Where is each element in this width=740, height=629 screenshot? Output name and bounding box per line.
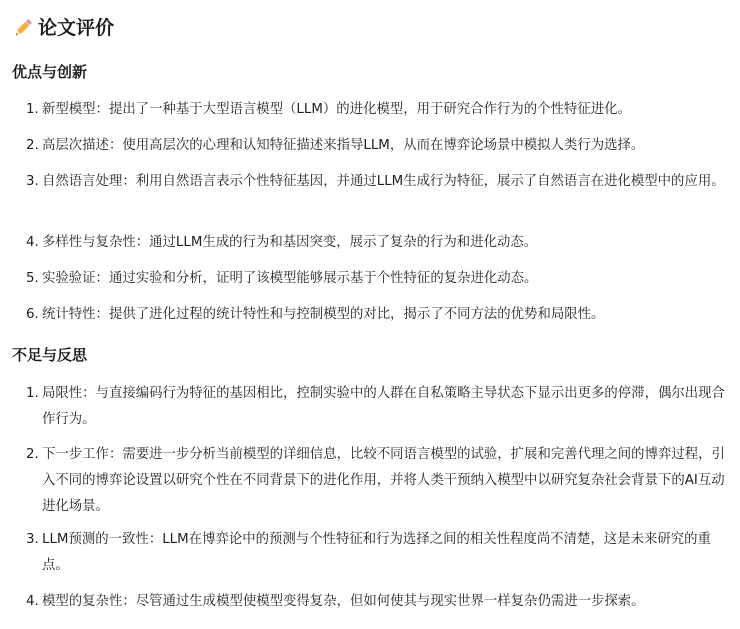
list-item-number: 4. <box>26 235 39 250</box>
list-item-text: 多样性与复杂性：通过LLM生成的行为和基因突变，展示了复杂的行为和进化动态。 <box>42 235 538 250</box>
list-item <box>26 97 726 123</box>
list-item <box>26 381 726 433</box>
list-item-text: LLM预测的一致性：LLM在博弈论中的预测与个性特征和行为选择之间的相关性程度尚不清楚，这是未来研究的重点。 <box>42 532 711 573</box>
page-title <box>12 14 114 42</box>
list-item <box>26 230 726 256</box>
list-item-number: 4. <box>26 594 39 609</box>
list-item <box>26 442 726 520</box>
section-heading-strengths: 优点与创新 <box>12 63 88 81</box>
list-item-number: 6. <box>26 307 39 322</box>
list-item-number: 5. <box>26 271 39 286</box>
list-item-text: 高层次描述：使用高层次的心理和认知特征描述来指导LLM，从而在博弈论场景中模拟人类行为选择。 <box>42 138 645 153</box>
list-item-number: 3. <box>26 174 39 189</box>
list-item <box>26 266 726 292</box>
list-item-text: 模型的复杂性：尽管通过生成模型使模型变得复杂，但如何使其与现实世界一样复杂仍需进一步探索。 <box>42 594 645 609</box>
list-item-text: 实验验证：通过实验和分析，证明了该模型能够展示基于个性特征的复杂进化动态。 <box>42 271 538 286</box>
list-item <box>26 589 726 615</box>
list-item <box>26 302 726 328</box>
page-title-text: 论文评价 <box>38 17 115 39</box>
list-item-text: 局限性：与直接编码行为特征的基因相比，控制实验中的人群在自私策略主导状态下显示出更多的停滞，偶尔出现合作行为。 <box>42 386 725 427</box>
list-item-number: 3. <box>26 532 39 547</box>
list-item-number: 1. <box>26 386 39 401</box>
list-item-text: 统计特性：提供了进化过程的统计特性和与控制模型的对比，揭示了不同方法的优势和局限性。 <box>42 307 605 322</box>
list-item-text: 自然语言处理：利用自然语言表示个性特征基因，并通过LLM生成行为特征，展示了自然语言在进化模型中的应用。 <box>42 174 725 189</box>
list-item <box>26 133 726 159</box>
list-item <box>26 527 726 579</box>
section-heading-weaknesses: 不足与反思 <box>12 346 88 364</box>
list-item-number: 2. <box>26 447 39 462</box>
list-item-text: 新型模型：提出了一种基于大型语言模型（LLM）的进化模型，用于研究合作行为的个性特征进化。 <box>42 102 631 117</box>
list-item-text: 下一步工作：需要进一步分析当前模型的详细信息，比较不同语言模型的试验，扩展和完善代理之间的博弈过程，引入不同的博弈论设置以研究个性在不同背景下的进化作用，并将人类干预纳入模型中以研究复杂社会背景下的AI互动进化场景。 <box>42 447 725 514</box>
list-item-number: 2. <box>26 138 39 153</box>
list-item-number: 1. <box>26 102 39 117</box>
pencil-icon <box>12 17 34 39</box>
list-item <box>26 169 726 195</box>
